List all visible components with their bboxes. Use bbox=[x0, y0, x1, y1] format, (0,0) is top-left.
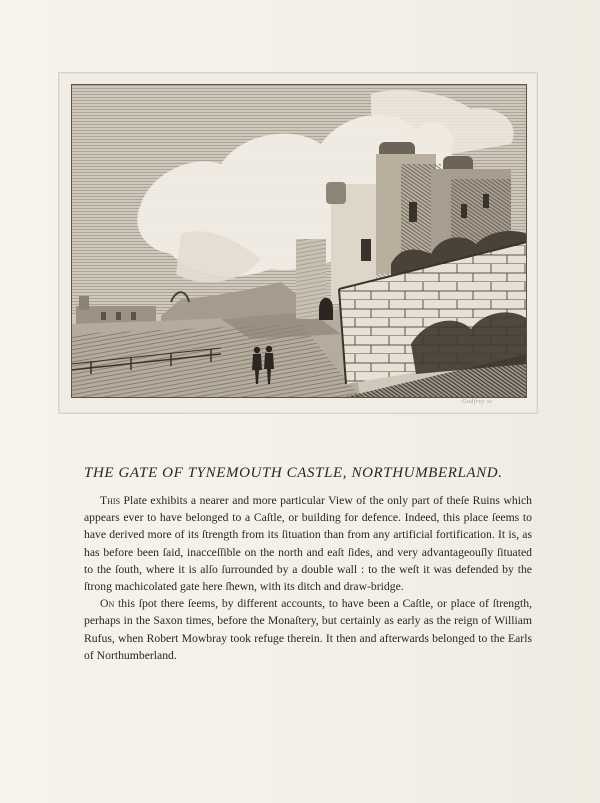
paragraph-2-lead: On bbox=[100, 597, 115, 611]
paragraph-2-body: this ſpot there ſeems, by different accounts, to have been a Caſtle, or place of ſtrength, perhaps in the Saxon times, before the Monaſtery, but certainly as early as the reign of William Rufus, when Robert Mowbray took refuge therein. It then and afterwards belonged to the Earls of Northumberland. bbox=[84, 597, 532, 662]
engraving-illustration bbox=[71, 84, 527, 398]
paragraph-2 bbox=[84, 595, 532, 664]
paragraph-1-lead: This bbox=[100, 494, 121, 507]
paragraph-1-body: Plate exhibits a nearer and more particular View of the only part of theſe Ruins which appears ever to have belonged to a Caſtle, or building for defence. Indeed, this place ſeems to have derived more of its ſtrength from its ſituation than from any artificial fortification. It is, as has before been ſaid, inacceſſible on the north and eaſt ſides, and very advantageouſly ſituated to the ſouth, where it is alſo ſurrounded by a double wall : to the weſt it was defended by the ſtrong machicolated gate here ſhewn, with its ditch and draw-bridge. bbox=[84, 494, 532, 594]
engraver-signature: Godfrey sc bbox=[462, 399, 493, 405]
paragraph-1 bbox=[84, 492, 532, 595]
description-text bbox=[84, 492, 532, 664]
page-title: THE GATE OF TYNEMOUTH CASTLE, NORTHUMBERLAND. bbox=[84, 465, 503, 481]
